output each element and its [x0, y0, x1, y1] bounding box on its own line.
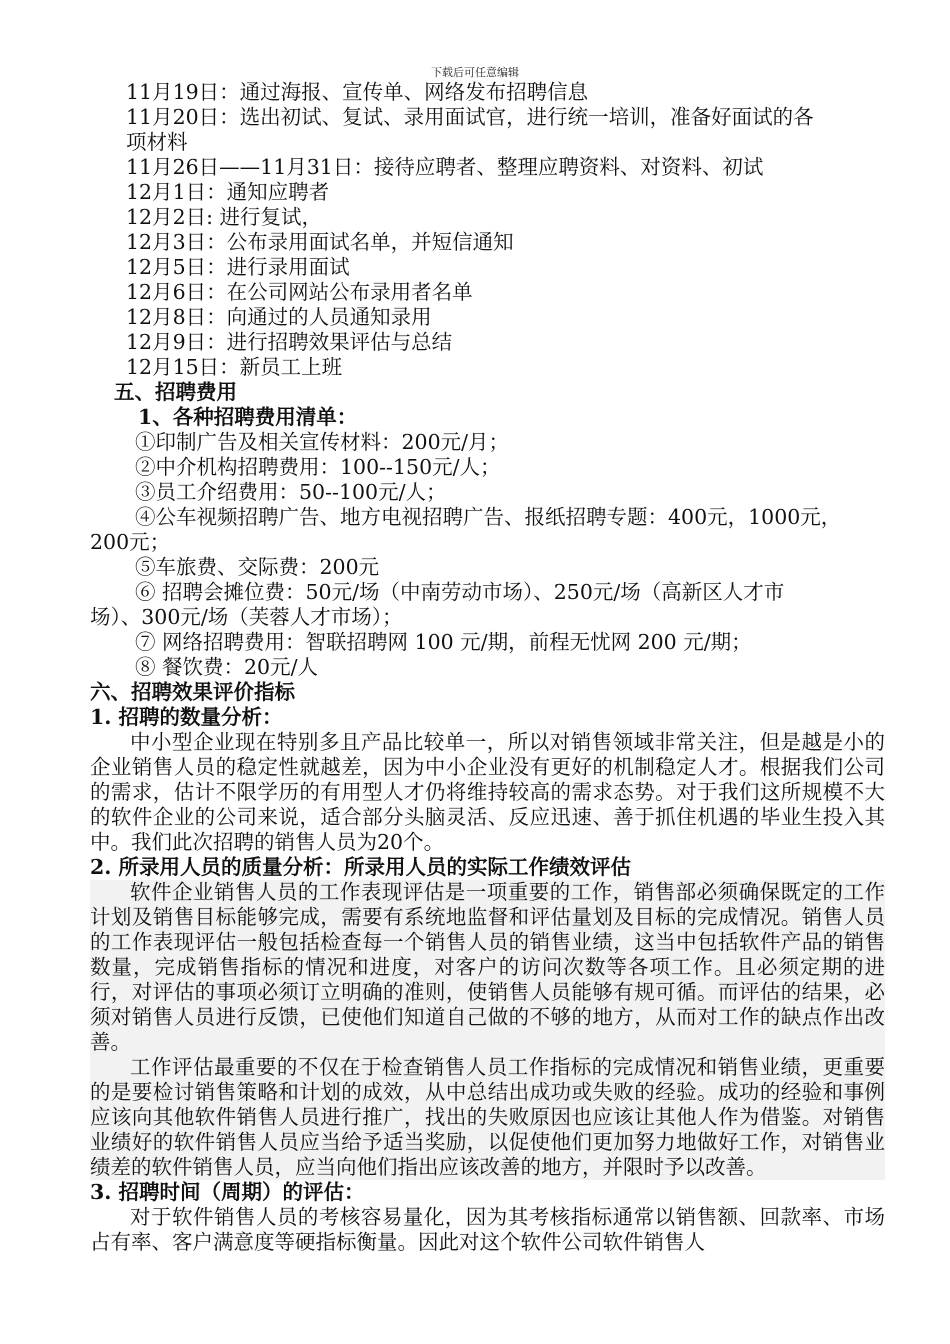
subheading-quality: 2. 所录用人员的质量分析：所录用人员的实际工作绩效评估 [90, 855, 632, 879]
cost-item-continuation: 200元； [90, 530, 171, 554]
schedule-list [90, 80, 885, 380]
cost-item: ②中介机构招聘费用：100--150元/人； [135, 455, 501, 479]
section-heading-costs: 五、招聘费用 [114, 380, 237, 404]
schedule-line: 12月2日: 进行复试， [126, 205, 323, 229]
schedule-line: 12月15日：新员工上班 [126, 355, 343, 379]
subheading-cost-list: 1、各种招聘费用清单： [138, 405, 358, 429]
schedule-line: 12月8日：向通过的人员通知录用 [126, 305, 432, 329]
cost-item: ⑧ 餐饮费：20元/人 [135, 655, 319, 679]
cost-list [90, 430, 885, 680]
cost-item: ③员工介绍费用：50--100元/人； [135, 480, 447, 504]
schedule-line: 12月9日：进行招聘效果评估与总结 [126, 330, 453, 354]
schedule-line: 11月19日：通过海报、宣传单、网络发布招聘信息 [126, 80, 589, 104]
schedule-line: 11月20日：选出初试、复试、录用面试官，进行统一培训，准备好面试的各 [126, 105, 814, 129]
cost-item: ⑦ 网络招聘费用：智联招聘网 100 元/期，前程无忧网 200 元/期； [135, 630, 752, 654]
schedule-line: 12月1日：通知应聘者 [126, 180, 330, 204]
subheading-quantity: 1. 招聘的数量分析： [90, 705, 283, 729]
schedule-line: 12月5日：进行录用面试 [126, 255, 350, 279]
schedule-line: 11月26日——11月31日：接待应聘者、整理应聘资料、对资料、初试 [126, 155, 764, 179]
schedule-line: 12月6日：在公司网站公布录用者名单 [126, 280, 473, 304]
subheading-time: 3. 招聘时间（周期）的评估： [90, 1180, 365, 1204]
paragraph-quality-1: 软件企业销售人员的工作表现评估是一项重要的工作，销售部必须确保既定的工作计划及销售目标能够完成，需要有系统地监督和评估量划及目标的完成情况。销售人员的工作表现评估一般包括检查每一个销售人员的销售业绩，这当中包括软件产品的销售数量，完成销售指标的情况和进度，对客户的访问次数等各项工作。且必须定期的进行，对评估的事项必须订立明确的准则，使销售人员能够有规可循。而评估的结果，必须对销售人员进行反馈，已使他们知道自己做的不够的地方，从而对工作的缺点作出改善。 [90, 880, 885, 1054]
paragraph-time: 对于软件销售人员的考核容易量化，因为其考核指标通常以销售额、回款率、市场占有率、客户满意度等硬指标衡量。因此对这个软件公司软件销售人 [90, 1205, 885, 1254]
cost-item-continuation: 场）、300元/场（芙蓉人才市场）； [90, 605, 403, 629]
cost-item: ⑥ 招聘会摊位费：50元/场（中南劳动市场）、250元/场（高新区人才市 [135, 580, 785, 604]
cost-item: ④公车视频招聘广告、地方电视招聘广告、报纸招聘专题：400元，1000元， [135, 505, 842, 529]
cost-item: ⑤车旅费、交际费：200元 [135, 555, 380, 579]
section-heading-evaluation: 六、招聘效果评价指标 [90, 680, 295, 704]
document-body [90, 80, 885, 1255]
paragraph-quantity: 中小型企业现在特别多且产品比较单一，所以对销售领域非常关注，但是越是小的企业销售人员的稳定性就越差，因为中小企业没有更好的机制稳定人才。根据我们公司的需求，估计不限学历的有用型人才仍将维持较高的需求态势。对于我们这所规模不大的软件企业的公司来说，适合部分头脑灵活、反应迅速、善于抓住机遇的毕业生投入其中。我们此次招聘的销售人员为20个。 [90, 730, 885, 854]
page-header-note: 下载后可任意编辑 [431, 66, 519, 79]
cost-item: ①印制广告及相关宣传材料：200元/月； [135, 430, 510, 454]
paragraph-quality-2: 工作评估最重要的不仅在于检查销售人员工作指标的完成情况和销售业绩，更重要的是要检讨销售策略和计划的成效，从中总结出成功或失败的经验。成功的经验和事例应该向其他软件销售人员进行推广，找出的失败原因也应该让其他人作为借鉴。对销售业绩好的软件销售人员应当给予适当奖励，以促使他们更加努力地做好工作，对销售业绩差的软件销售人员，应当向他们指出应该改善的地方，并限时予以改善。 [90, 1055, 885, 1179]
quality-shaded-block [90, 880, 885, 1180]
schedule-line: 12月3日：公布录用面试名单，并短信通知 [126, 230, 514, 254]
schedule-line: 项材料 [126, 130, 188, 154]
